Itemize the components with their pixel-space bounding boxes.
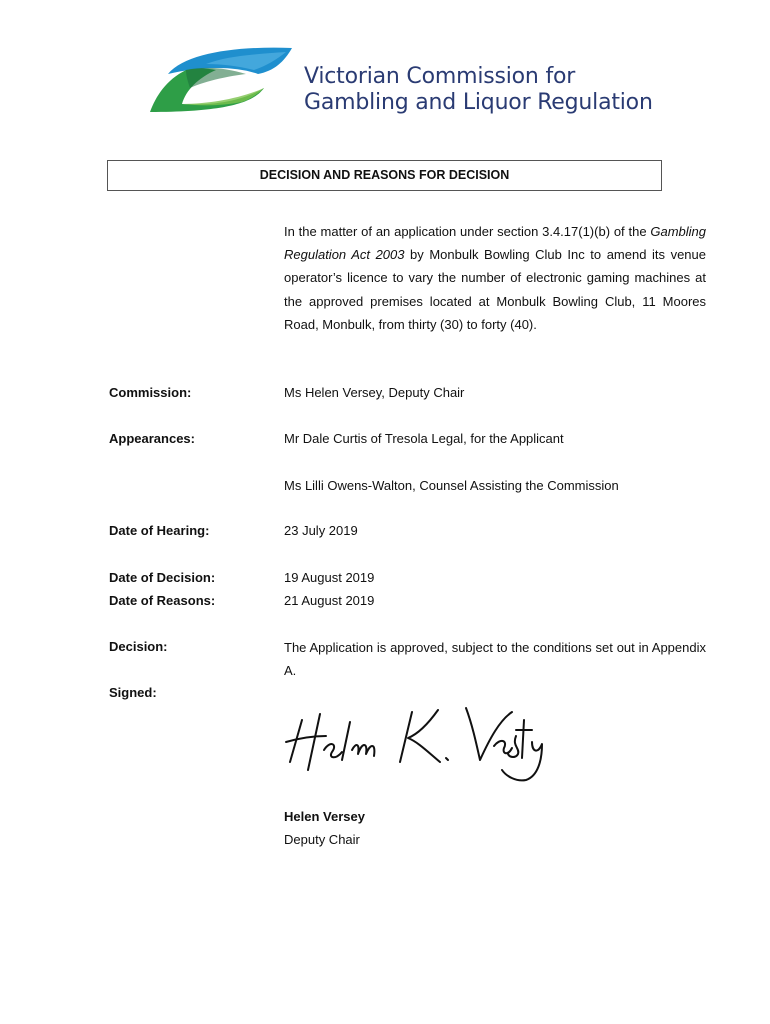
preamble-paragraph xyxy=(284,220,706,336)
preamble-prefix: In the matter of an application under section 3.4.17(1)(b) of the xyxy=(284,224,651,239)
signer-title: Deputy Chair xyxy=(284,832,360,847)
decision-value: The Application is approved, subject to the conditions set out in Appendix A. xyxy=(284,640,706,678)
preamble-suffix: by Monbulk Bowling Club Inc to amend its venue operator’s licence to vary the number of electronic gaming machines at the approved premises located at Monbulk Bowling Club, 11 Moores Road, Monbulk, from thirty (30) to forty (40). xyxy=(284,247,706,332)
act-name: Gambling Regulation Act 2003 xyxy=(284,224,706,263)
appearance-applicant: Mr Dale Curtis of Tresola Legal, for the Applicant xyxy=(284,431,564,446)
vcglr-logo-icon xyxy=(146,44,296,116)
commission-label: Commission: xyxy=(109,385,192,400)
handwritten-signature xyxy=(280,700,580,788)
signer-name: Helen Versey xyxy=(284,809,365,824)
decision-date-value: 19 August 2019 xyxy=(284,570,375,585)
organization-name xyxy=(304,64,653,116)
commission-value: Ms Helen Versey, Deputy Chair xyxy=(284,385,465,400)
organization-name-line-1: Victorian Commission for xyxy=(304,64,576,89)
decision-label: Decision: xyxy=(109,639,168,654)
hearing-date-value: 23 July 2019 xyxy=(284,523,358,538)
hearing-date-label: Date of Hearing: xyxy=(109,523,210,538)
appearances-label: Appearances: xyxy=(109,431,195,446)
document-title: DECISION AND REASONS FOR DECISION xyxy=(107,160,662,191)
decision-date-label: Date of Decision: xyxy=(109,570,216,585)
reasons-date-label: Date of Reasons: xyxy=(109,593,216,608)
signed-label: Signed: xyxy=(109,685,157,700)
organization-name-line-2: Gambling and Liquor Regulation xyxy=(304,90,653,115)
organization-logo xyxy=(146,44,653,124)
appearance-counsel-assisting: Ms Lilli Owens-Walton, Counsel Assisting the Commission xyxy=(284,478,619,493)
reasons-date-value: 21 August 2019 xyxy=(284,593,375,608)
